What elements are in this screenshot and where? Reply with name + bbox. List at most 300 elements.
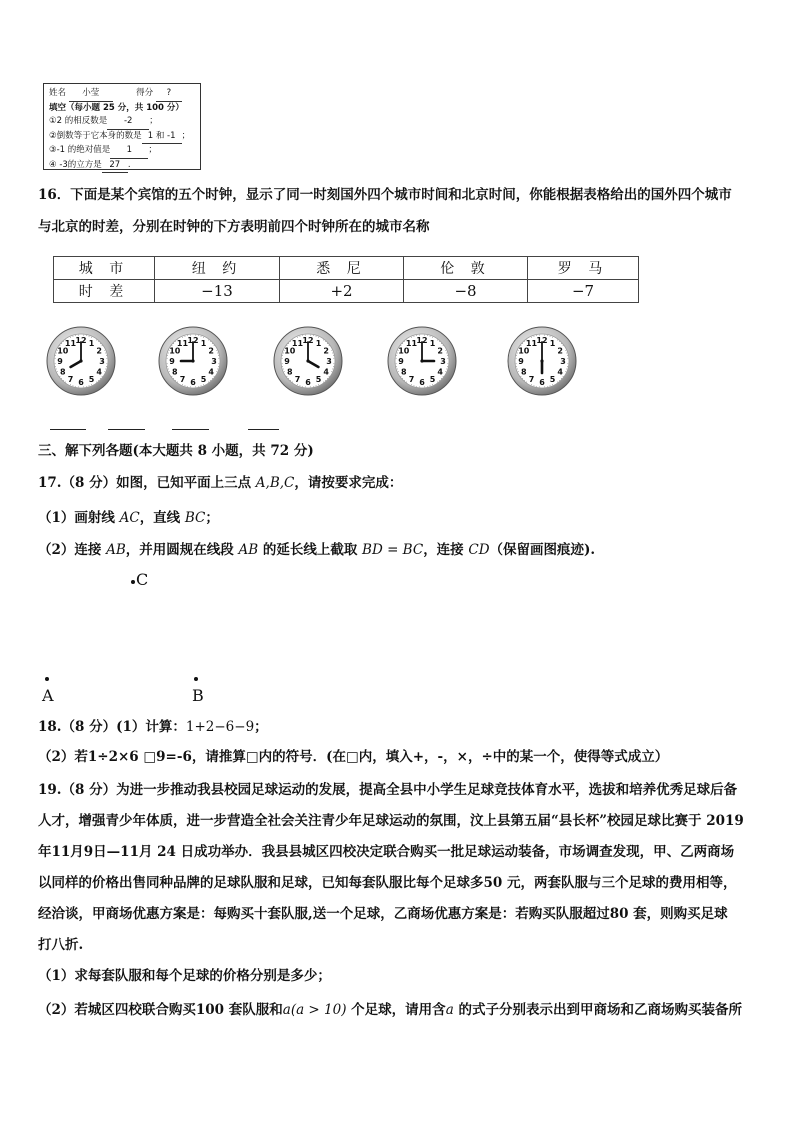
clock-tick — [427, 335, 428, 336]
clock-tick — [292, 340, 293, 341]
clock-tick — [441, 343, 442, 344]
clock-tick — [411, 384, 412, 385]
clock-tick — [544, 387, 545, 388]
clock-numeral: 1 — [549, 338, 556, 348]
clock-tick — [61, 378, 62, 379]
section-3-heading: 三、解下列各题(本大题共 8 小题，共 72 分) — [38, 443, 314, 459]
clock-tick — [282, 366, 283, 367]
clock-tick — [57, 350, 58, 351]
quiz-item: ③-1 的绝对值是 1 ； — [49, 144, 195, 159]
clock-tick — [300, 336, 301, 337]
clock-tick — [182, 384, 183, 385]
clock-tick — [544, 335, 545, 336]
q17-part-1: （1）画射线 AC，直线 BC； — [38, 510, 219, 526]
clock-tick — [404, 380, 405, 381]
clock-tick — [169, 350, 170, 351]
clock-tick — [86, 386, 87, 387]
clock-center — [306, 359, 309, 362]
clock-tick — [323, 382, 324, 383]
clock-5 — [507, 326, 577, 396]
clock-tick — [432, 337, 433, 338]
clock-tick — [402, 378, 403, 379]
clock-tick — [73, 336, 74, 337]
point-b-dot — [194, 677, 198, 681]
clock-tick — [531, 384, 532, 385]
clock-tick — [332, 353, 333, 354]
clock-tick — [547, 386, 548, 387]
clock-tick — [288, 378, 289, 379]
clock-tick — [552, 337, 553, 338]
clock-tick — [175, 341, 176, 342]
clock-tick — [448, 363, 449, 364]
clock-tick — [416, 386, 417, 387]
clock-center — [191, 359, 194, 362]
clock-numeral: 10 — [169, 346, 181, 356]
clock-tick — [534, 385, 535, 386]
point-a-dot — [45, 677, 49, 681]
clock-tick — [167, 363, 168, 364]
clock-tick — [539, 387, 540, 388]
clock-tick — [396, 358, 397, 359]
clock-numeral: 3 — [99, 357, 105, 366]
clock-numeral: 9 — [398, 357, 404, 366]
clock-numeral: 11 — [176, 338, 189, 348]
clock-tick — [75, 335, 76, 336]
quiz-card — [43, 83, 201, 170]
clock-tick — [86, 335, 87, 336]
answer-blank[interactable] — [248, 428, 279, 430]
q19-line: 19.（8 分）为进一步推动我县校园足球运动的发展，提高全县中小学生足球竞技体育水平，选拔和培养优秀足球后备 — [38, 782, 738, 798]
clock-tick — [208, 340, 209, 341]
table-row — [54, 280, 639, 303]
clock-tick — [282, 358, 283, 359]
clock-tick — [55, 366, 56, 367]
clock-tick — [313, 335, 314, 336]
table-cell: −7 — [528, 280, 639, 303]
clock-tick — [187, 335, 188, 336]
q18-line-1: 18.（8 分）(1）计算：1+2−6−9； — [38, 719, 268, 735]
clock-tick — [411, 337, 412, 338]
table-cell: 伦 敦 — [404, 257, 528, 280]
clock-tick — [70, 384, 71, 385]
clock-tick — [198, 386, 199, 387]
table-cell: 纽 约 — [155, 257, 280, 280]
clock-numeral: 1 — [200, 338, 207, 348]
clock-numeral: 10 — [57, 346, 69, 356]
clock-tick — [396, 355, 397, 356]
clock-tick — [60, 345, 61, 346]
clock-tick — [524, 341, 525, 342]
clock-numeral: 8 — [521, 367, 527, 377]
clock-tick — [283, 353, 284, 354]
clock-tick — [91, 384, 92, 385]
clock-numeral: 3 — [326, 357, 332, 366]
clock-tick — [396, 363, 397, 364]
clock-tick — [397, 369, 398, 370]
clock-tick — [561, 343, 562, 344]
clock-4 — [387, 326, 457, 396]
clock-tick — [173, 343, 174, 344]
clock-tick — [524, 380, 525, 381]
clock-tick — [414, 385, 415, 386]
clock-tick — [210, 341, 211, 342]
clock-numeral: 1 — [429, 338, 436, 348]
clock-numeral: 12 — [75, 336, 87, 345]
clock-tick — [177, 340, 178, 341]
clock-tick — [447, 366, 448, 367]
clock-tick — [169, 371, 170, 372]
clock-tick — [516, 355, 517, 356]
clock-tick — [424, 387, 425, 388]
clock-1 — [46, 326, 116, 396]
clock-numeral: 5 — [315, 375, 322, 385]
point-c-dot — [131, 580, 135, 584]
clock-numeral: 6 — [305, 378, 311, 387]
clock-tick — [219, 363, 220, 364]
clock-tick — [522, 343, 523, 344]
clock-numeral: 7 — [294, 375, 301, 385]
clock-tick — [522, 378, 523, 379]
clock-tick — [550, 385, 551, 386]
clock-tick — [437, 382, 438, 383]
name-value: 小莹 — [69, 87, 113, 102]
clock-2 — [158, 326, 228, 396]
q17-part-2: （2）连接 AB，并用圆规在线段 AB 的延长线上截取 BD = BC，连接 CD（保留画图痕迹). — [38, 542, 596, 558]
clock-tick — [203, 337, 204, 338]
clock-tick — [401, 376, 402, 377]
clock-numeral: 4 — [208, 367, 214, 377]
clock-numeral: 2 — [96, 346, 102, 356]
clock-tick — [167, 355, 168, 356]
clock-tick — [287, 345, 288, 346]
clock-tick — [212, 343, 213, 344]
clock-tick — [565, 371, 566, 372]
clock-tick — [333, 366, 334, 367]
clock-numeral: 11 — [525, 338, 538, 348]
clock-tick — [557, 382, 558, 383]
clock-numeral: 10 — [518, 346, 530, 356]
clock-tick — [105, 353, 106, 354]
clock-tick — [305, 335, 306, 336]
clock-numeral: 3 — [211, 357, 217, 366]
clock-tick — [210, 380, 211, 381]
clock-numeral: 2 — [208, 346, 214, 356]
score-value: ? — [156, 87, 182, 102]
clock-center — [79, 359, 82, 362]
clock-tick — [526, 340, 527, 341]
q16-line-1: 16．下面是某个宾馆的五个时钟，显示了同一时刻国外四个城市时间和北京时间，你能根据表格给出的国外四个城市 — [38, 187, 732, 203]
clock-tick — [65, 382, 66, 383]
clock-tick — [521, 345, 522, 346]
clock-center — [420, 359, 423, 362]
clock-tick — [310, 387, 311, 388]
clock-tick — [201, 336, 202, 337]
clock-tick — [106, 355, 107, 356]
clock-tick — [89, 336, 90, 337]
clock-tick — [334, 363, 335, 364]
clock-tick — [208, 382, 209, 383]
clock-tick — [104, 371, 105, 372]
clock-numeral: 3 — [560, 357, 566, 366]
clock-tick — [96, 382, 97, 383]
clock-tick — [550, 336, 551, 337]
clock-numeral: 5 — [88, 375, 95, 385]
clock-tick — [518, 350, 519, 351]
clock-numeral: 11 — [405, 338, 418, 348]
clock-tick — [61, 343, 62, 344]
clock-tick — [300, 385, 301, 386]
clock-tick — [517, 353, 518, 354]
clock-numeral: 7 — [528, 375, 535, 385]
q19-line: 打八折. — [38, 937, 84, 953]
clock-numeral: 7 — [179, 375, 186, 385]
clock-tick — [283, 369, 284, 370]
clock-tick — [292, 382, 293, 383]
clock-tick — [214, 345, 215, 346]
clock-numeral: 2 — [323, 346, 329, 356]
clock-tick — [78, 335, 79, 336]
clock-tick — [203, 384, 204, 385]
clock-tick — [447, 355, 448, 356]
clock-tick — [302, 386, 303, 387]
clock-tick — [57, 371, 58, 372]
clock-numeral: 6 — [419, 378, 425, 387]
clock-tick — [401, 345, 402, 346]
clock-tick — [439, 341, 440, 342]
q19-line: 年11月9日—11月 24 日成功举办．我县县城区四校决定联合购买一批足球运动装备，市场调查发现，甲、乙两商场 — [38, 844, 735, 860]
clock-center — [540, 359, 543, 362]
clock-numeral: 12 — [302, 336, 314, 345]
answer-blank[interactable] — [172, 428, 209, 430]
clock-tick — [327, 378, 328, 379]
clock-tick — [107, 363, 108, 364]
clock-numeral: 5 — [549, 375, 556, 385]
point-a-label: A — [42, 686, 54, 705]
clock-tick — [427, 386, 428, 387]
table-header-row — [54, 257, 639, 280]
q17-intro: 17.（8 分）如图，已知平面上三点 A,B,C，请按要求完成： — [38, 475, 403, 491]
clock-tick — [430, 385, 431, 386]
clock-tick — [333, 355, 334, 356]
clock-tick — [437, 340, 438, 341]
clock-tick — [325, 341, 326, 342]
clock-numeral: 9 — [284, 357, 290, 366]
clock-tick — [547, 335, 548, 336]
clock-numeral: 4 — [557, 367, 563, 377]
clock-tick — [566, 353, 567, 354]
clock-tick — [516, 366, 517, 367]
clock-tick — [404, 341, 405, 342]
clock-tick — [63, 380, 64, 381]
clock-tick — [100, 378, 101, 379]
clock-numeral: 2 — [437, 346, 443, 356]
clock-numeral: 8 — [401, 367, 407, 377]
clock-tick — [185, 385, 186, 386]
clock-tick — [443, 345, 444, 346]
clock-tick — [316, 385, 317, 386]
clock-tick — [105, 369, 106, 370]
q19-line: 经洽谈，甲商场优惠方案是：每购买十套队服,送一个足球，乙商场优惠方案是：若购买队服超过80 套，则购买足球 — [38, 906, 728, 922]
clock-tick — [297, 384, 298, 385]
clock-tick — [563, 376, 564, 377]
answer-blank[interactable] — [108, 428, 145, 430]
clock-tick — [65, 340, 66, 341]
clock-tick — [55, 355, 56, 356]
clock-tick — [201, 385, 202, 386]
clock-numeral: 9 — [57, 357, 63, 366]
clock-tick — [282, 355, 283, 356]
clock-tick — [516, 358, 517, 359]
clock-tick — [536, 335, 537, 336]
clock-tick — [287, 376, 288, 377]
clock-tick — [568, 358, 569, 359]
clock-numeral: 12 — [416, 336, 428, 345]
clock-tick — [60, 376, 61, 377]
clock-numeral: 10 — [398, 346, 410, 356]
clock-tick — [397, 353, 398, 354]
clock-tick — [168, 353, 169, 354]
clock-tick — [107, 358, 108, 359]
table-cell: 时 差 — [54, 280, 155, 303]
clock-tick — [539, 335, 540, 336]
clock-tick — [187, 386, 188, 387]
clock-numeral: 4 — [437, 367, 443, 377]
clock-tick — [70, 337, 71, 338]
clock-tick — [517, 369, 518, 370]
clock-tick — [445, 350, 446, 351]
clock-tick — [516, 363, 517, 364]
clock-tick — [55, 363, 56, 364]
clock-tick — [439, 380, 440, 381]
clock-tick — [106, 366, 107, 367]
clock-tick — [329, 376, 330, 377]
table-cell: 城 市 — [54, 257, 155, 280]
clock-tick — [302, 335, 303, 336]
clock-tick — [217, 369, 218, 370]
clock-tick — [83, 387, 84, 388]
quiz-heading: 填空（每小题 25 分，共 100 分） — [49, 102, 184, 113]
clock-tick — [531, 337, 532, 338]
clock-numeral: 9 — [169, 357, 175, 366]
clock-numeral: 6 — [190, 378, 196, 387]
clock-tick — [98, 380, 99, 381]
clock-numeral: 3 — [440, 357, 446, 366]
clock-tick — [290, 341, 291, 342]
clock-tick — [406, 382, 407, 383]
clock-tick — [521, 376, 522, 377]
clock-tick — [567, 355, 568, 356]
clock-tick — [284, 350, 285, 351]
quiz-item: ②倒数等于它本身的数是 1 和 -1 ； — [49, 130, 195, 145]
q16-line-2: 与北京的时差，分别在时钟的下方表明前四个时钟所在的城市名称 — [38, 219, 430, 235]
clock-tick — [566, 369, 567, 370]
clock-tick — [441, 378, 442, 379]
clock-numeral: 12 — [187, 336, 199, 345]
clock-tick — [102, 345, 103, 346]
clock-tick — [219, 358, 220, 359]
time-difference-table — [53, 256, 639, 303]
clock-tick — [185, 336, 186, 337]
clock-numeral: 4 — [323, 367, 329, 377]
clock-tick — [323, 340, 324, 341]
q18-line-2: （2）若1÷2×6 □9=-6，请推算□内的符号．(在□内，填入+，-，×，÷中的某一个，使得等式成立） — [38, 749, 669, 765]
clock-numeral: 8 — [172, 367, 178, 377]
clock-tick — [102, 376, 103, 377]
clock-tick — [526, 382, 527, 383]
clock-numeral: 10 — [284, 346, 296, 356]
clock-tick — [318, 384, 319, 385]
clock-tick — [212, 378, 213, 379]
clock-tick — [430, 336, 431, 337]
clock-tick — [325, 380, 326, 381]
clock-tick — [218, 355, 219, 356]
clock-tick — [73, 385, 74, 386]
clock-tick — [55, 358, 56, 359]
clock-tick — [216, 350, 217, 351]
table-cell: +2 — [280, 280, 404, 303]
clock-tick — [419, 387, 420, 388]
clock-tick — [56, 369, 57, 370]
clock-tick — [172, 376, 173, 377]
clock-tick — [332, 369, 333, 370]
point-c-label: C — [136, 570, 149, 589]
clock-tick — [561, 378, 562, 379]
clock-tick — [327, 343, 328, 344]
clock-tick — [175, 380, 176, 381]
clock-tick — [91, 337, 92, 338]
clock-tick — [536, 386, 537, 387]
clock-tick — [414, 336, 415, 337]
clock-tick — [98, 341, 99, 342]
answer-blank[interactable] — [50, 428, 86, 430]
clock-tick — [282, 363, 283, 364]
clock-tick — [290, 380, 291, 381]
clock-numeral: 11 — [291, 338, 304, 348]
clock-tick — [318, 337, 319, 338]
clock-tick — [218, 366, 219, 367]
clock-tick — [56, 353, 57, 354]
clock-tick — [552, 384, 553, 385]
q19-line: 人才，增强青少年体质，进一步营造全社会关注青少年足球运动的氛围，汶上县第五届“县长杯”校园足球比赛于 2019 — [38, 813, 744, 829]
quiz-item: ①2 的相反数是 -2 ； — [49, 115, 195, 130]
clock-tick — [100, 343, 101, 344]
clock-numeral: 5 — [429, 375, 436, 385]
table-cell: −8 — [404, 280, 528, 303]
table-cell: 悉 尼 — [280, 257, 404, 280]
clock-tick — [334, 358, 335, 359]
clock-numeral: 5 — [200, 375, 207, 385]
clock-tick — [217, 353, 218, 354]
clock-numeral: 2 — [557, 346, 563, 356]
clock-tick — [313, 386, 314, 387]
clock-tick — [168, 369, 169, 370]
clock-tick — [424, 335, 425, 336]
clock-tick — [75, 386, 76, 387]
clock-tick — [432, 384, 433, 385]
clock-numeral: 7 — [67, 375, 74, 385]
clock-tick — [104, 350, 105, 351]
clock-numeral: 1 — [88, 338, 95, 348]
clock-tick — [557, 340, 558, 341]
point-b-label: B — [192, 686, 204, 705]
name-label: 姓名 — [49, 88, 67, 98]
clock-numeral: 4 — [96, 367, 102, 377]
clock-numeral: 9 — [518, 357, 524, 366]
q19-part-2: （2）若城区四校联合购买100 套队服和a(a > 10) 个足球，请用含a 的式子分别表示出到甲商场和乙商场购买装备所 — [38, 1002, 742, 1018]
clock-tick — [214, 376, 215, 377]
q19-part-1: （1）求每套队服和每个足球的价格分别是多少； — [38, 968, 331, 984]
clock-tick — [446, 353, 447, 354]
